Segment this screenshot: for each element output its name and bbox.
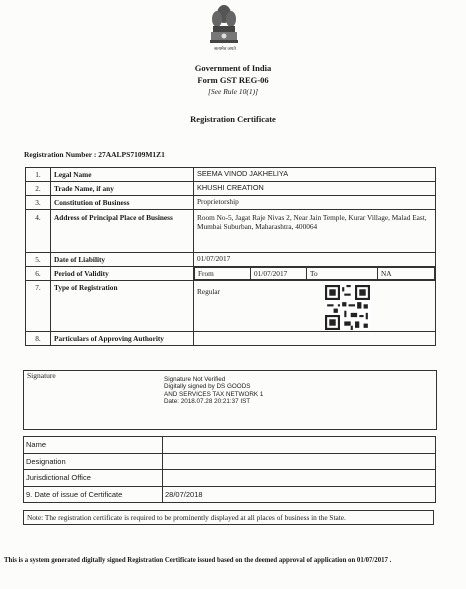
emblem-caption: सत्यमेव जयते	[214, 46, 236, 51]
row-value: Regular	[197, 287, 221, 296]
row-value: SEEMA VINOD JAKHELIYA	[194, 168, 436, 182]
row-label: Period of Validity	[51, 267, 194, 281]
table-row	[26, 182, 436, 196]
to-label: To	[307, 268, 378, 280]
validity-cell	[194, 267, 436, 281]
registration-type-cell	[194, 281, 436, 332]
name-label: Name	[24, 437, 163, 454]
row-number: 6.	[26, 267, 51, 281]
footer-statement: This is a system generated digitally signed Registration Certificate issued based on the deemed approval of application on 01/07/2017 .	[4, 557, 392, 564]
row-value: KHUSHI CREATION	[194, 182, 436, 196]
row-value	[194, 332, 436, 346]
row-value: 01/07/2017	[194, 253, 436, 267]
qr-code-icon	[325, 285, 370, 330]
table-row	[26, 196, 436, 210]
signature-signer: Digitally signed by DS GOODS	[164, 383, 251, 391]
row-label: Date of Liability	[51, 253, 194, 267]
row-number: 2.	[26, 182, 51, 196]
row-label: Type of Registration	[51, 281, 194, 332]
row-label: Constitution of Business	[51, 196, 194, 210]
row-number: 8.	[26, 332, 51, 346]
table-row	[26, 168, 436, 182]
row-number: 3.	[26, 196, 51, 210]
row-number: 5.	[26, 253, 51, 267]
row-label: Particulars of Approving Authority	[51, 332, 194, 346]
from-label: From	[195, 268, 251, 280]
digital-signature-text	[164, 376, 263, 405]
row-label: Trade Name, if any	[51, 182, 194, 196]
office-value	[163, 470, 436, 487]
issue-date-value: 28/07/2018	[163, 486, 436, 503]
row-value: Proprietorship	[194, 196, 436, 210]
signature-date: Date: 2018.07.28 20:21:37 IST	[164, 397, 251, 405]
designation-label: Designation	[24, 453, 163, 470]
table-row	[26, 210, 436, 253]
table-row	[26, 281, 436, 332]
from-date: 01/07/2017	[251, 268, 307, 280]
table-row	[24, 437, 436, 454]
table-row	[26, 332, 436, 346]
table-row	[26, 253, 436, 267]
signature-status: Signature Not Verified	[164, 376, 226, 383]
signature-label: Signature	[27, 371, 56, 380]
office-label: Jurisdictional Office	[24, 470, 163, 487]
row-number: 1.	[26, 168, 51, 182]
form-heading: Form GST REG-06	[197, 75, 269, 85]
national-emblem-icon	[207, 2, 241, 52]
table-row	[24, 453, 436, 470]
designation-value	[163, 453, 436, 470]
table-row	[26, 267, 436, 281]
to-date: NA	[378, 268, 435, 280]
details-table	[25, 167, 436, 346]
row-number: 7.	[26, 281, 51, 332]
name-value	[163, 437, 436, 454]
row-number: 4.	[26, 210, 51, 253]
government-heading: Government of India	[194, 63, 272, 73]
authority-table	[23, 436, 436, 503]
display-note: Note: The registration certificate is required to be prominently displayed at all places of business in the State.	[23, 510, 434, 525]
signature-signer-cont: AND SERVICES TAX NETWORK 1	[164, 390, 264, 398]
table-row	[24, 486, 436, 503]
registration-number: Registration Number : 27AALPS7109M1Z1	[24, 150, 165, 159]
row-label: Address of Principal Place of Business	[51, 210, 194, 253]
table-row	[24, 470, 436, 487]
certificate-title: Registration Certificate	[190, 114, 276, 124]
issue-date-label: 9. Date of issue of Certificate	[24, 486, 163, 503]
row-value: Room No-5, Jagat Raje Nivas 2, Near Jain Temple, Kurar Village, Malad East, Mumbai Suburban, Maharashtra, 400064	[194, 210, 436, 253]
rule-reference: [See Rule 10(1)]	[208, 87, 258, 96]
row-label: Legal Name	[51, 168, 194, 182]
